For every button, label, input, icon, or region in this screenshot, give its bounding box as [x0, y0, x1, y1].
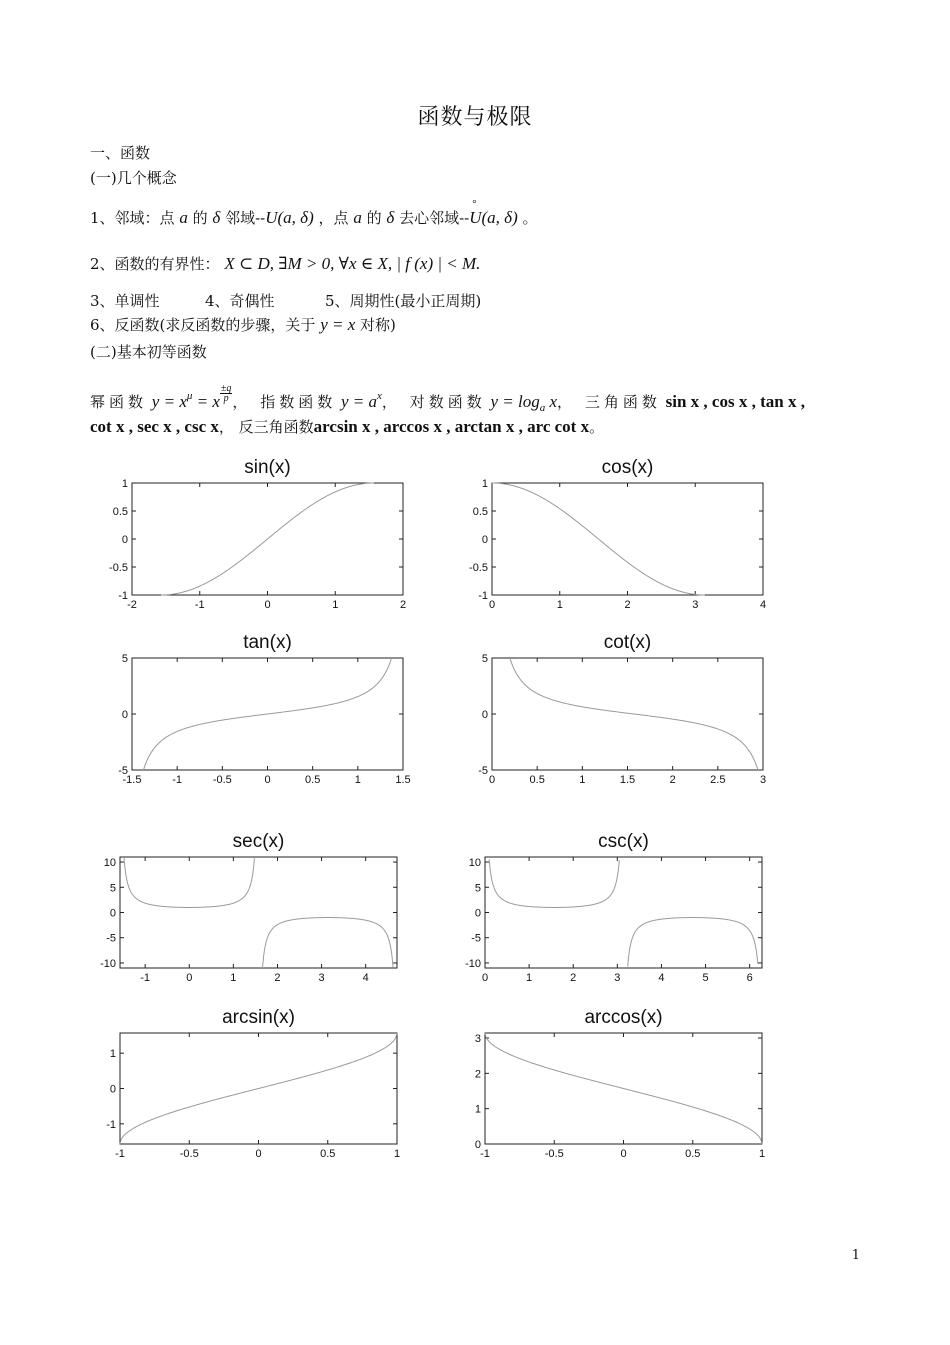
item-monotonic: 3、单调性 — [90, 292, 160, 310]
fraction-denominator: p — [223, 392, 229, 404]
x-tick-label: 2 — [399, 599, 407, 611]
y-tick-label: 0 — [474, 1139, 481, 1151]
plot-frame — [492, 483, 763, 595]
y-tick-label: -10 — [100, 957, 116, 970]
x-tick-label: 4 — [759, 599, 767, 611]
chart-title: arccos(x) — [584, 1007, 663, 1028]
plot-frame — [120, 857, 397, 968]
y-tick-label: 0 — [109, 1083, 116, 1096]
function-curve — [124, 857, 255, 907]
x-tick-label: 6 — [746, 972, 753, 984]
y-tick-label: 0 — [121, 709, 128, 721]
x-tick-label: -1 — [115, 1148, 125, 1160]
y-tick-label: -5 — [118, 765, 128, 777]
x-tick-label: 2 — [624, 599, 631, 611]
y-tick-label: 0 — [109, 907, 116, 920]
elementary-functions-line-2: cot x , sec x , csc x， 反三角函数arcsin x , arccos x , arctan x , arc cot x。 — [90, 417, 605, 436]
x-tick-label: 1 — [758, 1148, 766, 1160]
y-tick-label: -0.5 — [109, 562, 128, 574]
x-tick-label: 1.5 — [619, 774, 636, 786]
text: 邻域-- — [225, 209, 266, 227]
x-tick-label: 3 — [759, 774, 767, 786]
plot-cot — [475, 625, 785, 790]
x-tick-label: 0.5 — [305, 774, 321, 786]
x-tick-label: 0 — [620, 1148, 627, 1160]
text: 对称) — [360, 316, 396, 334]
subsection-elementary: (二)基本初等函数 — [90, 343, 207, 361]
x-tick-label: 0 — [481, 972, 489, 984]
function-curve — [161, 483, 374, 595]
x-tick-label: 1 — [526, 972, 533, 984]
x-tick-label: 1 — [354, 774, 361, 786]
y-tick-label: 0 — [481, 709, 488, 721]
x-tick-label: 1 — [332, 599, 339, 611]
text: 的 — [366, 209, 382, 227]
chart-title: sin(x) — [244, 457, 291, 478]
x-tick-label: 0 — [186, 972, 193, 984]
delta-symbol: δ — [212, 208, 221, 227]
plot-frame — [492, 658, 763, 770]
y-tick-label: 10 — [103, 857, 116, 870]
x-tick-label: -0.5 — [179, 1148, 199, 1160]
item-boundedness — [90, 254, 480, 274]
log-formula: y = log — [490, 392, 540, 411]
chart-title: tan(x) — [243, 632, 292, 653]
y-tick-label: 0.5 — [112, 506, 128, 518]
x-tick-label: 1 — [556, 599, 563, 611]
y-tick-label: 0.5 — [472, 506, 488, 518]
y-tick-label: 5 — [474, 882, 481, 895]
x-tick-label: 2 — [669, 774, 676, 786]
x-tick-label: 3 — [614, 972, 621, 984]
chart-title: cos(x) — [601, 457, 654, 478]
x-tick-label: 0 — [264, 599, 271, 611]
function-curve — [485, 1033, 762, 1144]
function-curve — [262, 918, 393, 968]
x-tick-label: -1 — [480, 1148, 490, 1160]
text: 1、邻域：点 — [90, 209, 175, 227]
plot-frame — [485, 857, 762, 968]
plot-arcsin — [95, 998, 415, 1163]
x-tick-label: 3 — [318, 972, 325, 984]
x-tick-label: -1 — [194, 599, 205, 611]
exp-formula: y = a — [341, 392, 378, 411]
power-formula: y = x — [151, 392, 187, 411]
y-tick-label: 0 — [474, 907, 481, 920]
function-curve — [489, 859, 619, 907]
log-sub: a — [539, 402, 546, 414]
boundedness-formula: X ⊂ D, ∃M > 0, ∀x ∈ X, | f (x) | < M. — [224, 254, 481, 273]
x-tick-label: 2 — [570, 972, 577, 984]
item-periodicity: 5、周期性(最小正周期) — [325, 292, 482, 310]
function-curve — [143, 658, 391, 770]
fraction-numerator: ±q — [220, 382, 232, 394]
function-curve — [492, 483, 705, 595]
y-tick-label: 2 — [474, 1068, 481, 1081]
x-tick-label: -1 — [140, 972, 151, 984]
x-tick-label: 1.5 — [395, 774, 411, 786]
item-neighborhood — [90, 208, 538, 228]
chart-title: sec(x) — [232, 831, 285, 852]
plot-arccos — [460, 998, 780, 1163]
trig-label: 三角函数 — [584, 393, 661, 411]
neighborhood-args: (a, δ) — [481, 208, 518, 227]
y-tick-label: -5 — [478, 765, 488, 777]
x-tick-label: 3 — [692, 599, 699, 611]
arc-list: arcsin x , arccos x , arctan x , arc cot x — [313, 417, 590, 436]
x-tick-label: 2 — [274, 972, 281, 984]
arc-label: 反三角函数 — [238, 418, 314, 436]
x-tick-label: 4 — [658, 972, 665, 984]
var-a: a — [353, 208, 362, 227]
end-mark: 。 — [589, 418, 605, 436]
y-tick-label: -1 — [106, 1118, 116, 1131]
subsection-concepts: (一)几个概念 — [90, 169, 177, 187]
page-number: 1 — [851, 1248, 860, 1263]
power-mu: μ — [186, 390, 193, 402]
y-tick-label: -10 — [465, 957, 481, 970]
label: 2、函数的有界性： — [90, 255, 220, 273]
x-tick-label: -2 — [127, 599, 137, 611]
item-inverse — [90, 315, 396, 335]
x-tick-label: 2.5 — [710, 774, 726, 786]
text: ，点 — [318, 209, 349, 227]
function-curve — [628, 918, 758, 967]
neighborhood-U: U — [265, 208, 278, 227]
elementary-functions-line-1: 幂函数 $y = x^\mu = x$ $\frac{\pm q}{p}$ ， 指数函数 $y = a^x$， 对数函数 $y = \log_a x$， 三角函数 sin x , cos x , tan x , — [90, 382, 805, 414]
x-tick-label: 1 — [230, 972, 237, 984]
trig-list: sin x , cos x , tan x , — [665, 392, 805, 411]
power-fraction — [220, 384, 233, 403]
x-tick-label: 0.5 — [685, 1148, 701, 1160]
y-tick-label: -1 — [478, 590, 488, 602]
x-tick-label: -1 — [172, 774, 183, 786]
x-tick-label: 1 — [393, 1148, 401, 1160]
text: 去心邻域-- — [399, 209, 470, 227]
x-tick-label: 0 — [488, 599, 496, 611]
delta-symbol: δ — [386, 208, 395, 227]
plot-tan — [115, 625, 425, 790]
text: 6、反函数(求反函数的步骤，关于 — [90, 316, 316, 334]
function-curve — [510, 658, 758, 770]
y-tick-label: 5 — [481, 653, 488, 665]
x-tick-label: 0 — [488, 774, 496, 786]
log-x: x — [545, 392, 558, 411]
deleted-neighborhood-U: ° U — [469, 208, 481, 228]
exp-label: 指数函数 — [260, 393, 337, 411]
plot-sec — [95, 822, 415, 987]
y-tick-label: 0 — [481, 534, 488, 546]
x-tick-label: 0 — [264, 774, 271, 786]
log-label: 对数函数 — [409, 393, 486, 411]
y-tick-label: 1 — [109, 1048, 116, 1061]
y-tick-label: 10 — [468, 857, 481, 870]
text: 的 — [192, 209, 208, 227]
y-tick-label: 1 — [481, 478, 488, 490]
inverse-formula: y = x — [320, 315, 356, 334]
x-tick-label: 5 — [702, 972, 709, 984]
page-title: 函数与极限 — [417, 105, 533, 130]
power-label: 幂函数 — [90, 393, 148, 411]
chart-title: cot(x) — [603, 632, 652, 653]
x-tick-label: -0.5 — [544, 1148, 564, 1160]
function-curve — [120, 1033, 397, 1144]
y-tick-label: -1 — [118, 590, 128, 602]
x-tick-label: -0.5 — [212, 774, 232, 786]
x-tick-label: 1 — [579, 774, 586, 786]
neighborhood-args: (a, δ) — [277, 208, 314, 227]
chart-title: arcsin(x) — [222, 1007, 295, 1028]
plot-sin — [109, 450, 425, 615]
x-tick-label: 0.5 — [529, 774, 545, 786]
x-tick-label: -1.5 — [122, 774, 142, 786]
y-tick-label: 5 — [121, 653, 128, 665]
y-tick-label: 1 — [474, 1103, 481, 1116]
plot-csc — [460, 822, 780, 987]
exp-sup: x — [377, 390, 382, 402]
y-tick-label: -0.5 — [469, 562, 488, 574]
section-heading-functions: 一、函数 — [90, 144, 151, 162]
y-tick-label: -5 — [471, 932, 481, 945]
chart-title: csc(x) — [598, 831, 649, 852]
plot-cos — [469, 450, 785, 615]
y-tick-label: 3 — [474, 1033, 481, 1046]
var-a: a — [179, 208, 188, 227]
x-tick-label: 0 — [255, 1148, 262, 1160]
trig-list-2: cot x , sec x , csc x — [90, 417, 219, 436]
power-eq: = x — [192, 392, 220, 411]
x-tick-label: 0.5 — [320, 1148, 336, 1160]
y-tick-label: 1 — [121, 478, 128, 490]
text: 。 — [522, 209, 538, 227]
item-parity: 4、奇偶性 — [205, 292, 275, 310]
y-tick-label: 0 — [121, 534, 128, 546]
y-tick-label: -5 — [106, 932, 116, 945]
y-tick-label: 5 — [109, 882, 116, 895]
x-tick-label: 4 — [362, 972, 369, 984]
